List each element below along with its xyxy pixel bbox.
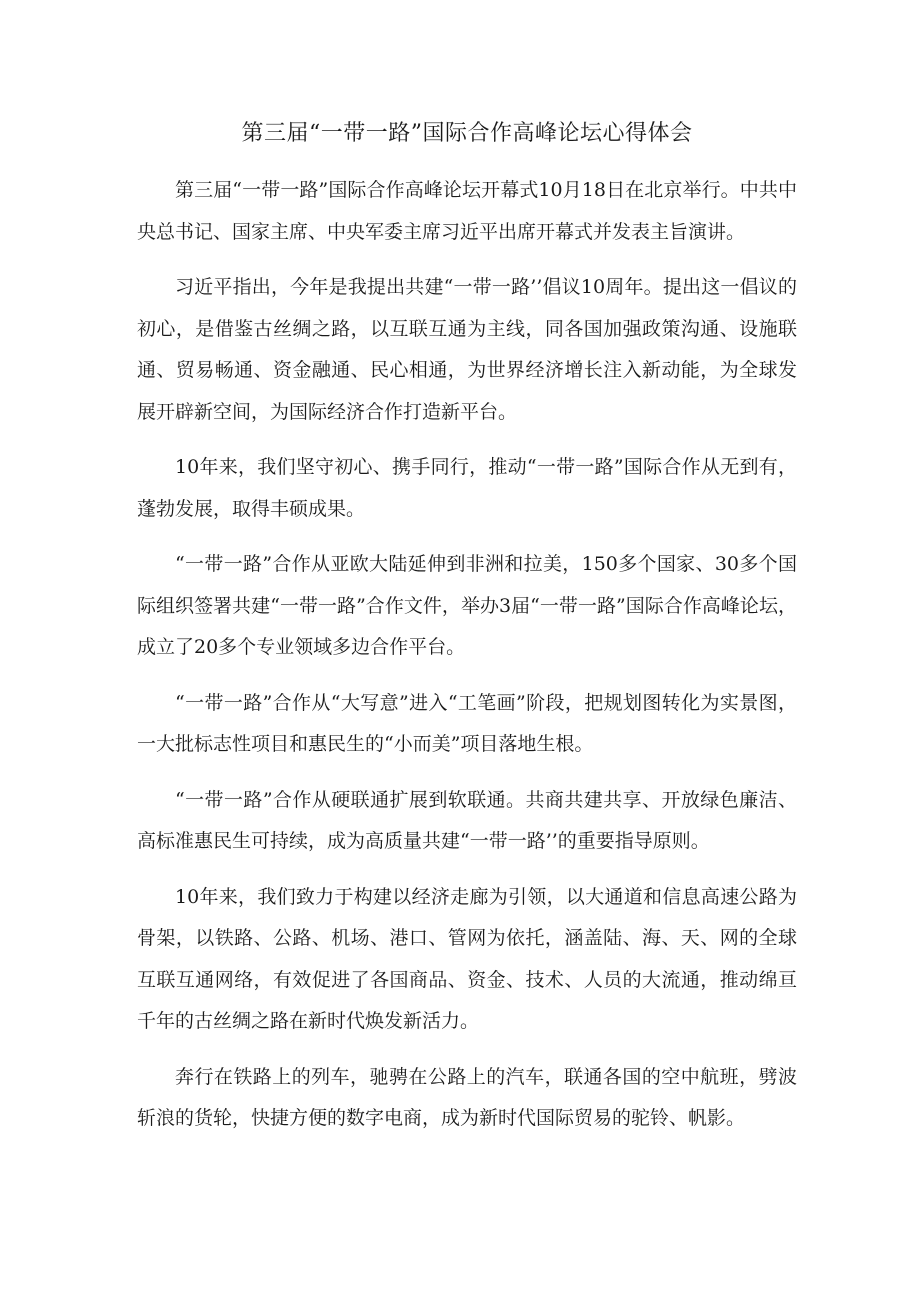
paragraph-expansion: “一带一路”合作从亚欧大陆延伸到非洲和拉美，150多个国家、30多个国际组织签署共建“一带一路”合作文件，举办3届“一带一路”国际合作高峰论坛，成立了20多个专业领域多边合作平台。 — [137, 553, 797, 658]
paragraph-connectivity-network: 10年来，我们致力于构建以经济走廊为引领，以大通道和信息高速公路为骨架，以铁路、公路、机场、港口、管网为依托，涵盖陆、海、天、网的全球互联互通网络，有效促进了各国商品、资金、技术、人员的大流通，推动绵亘千年的古丝绸之路在新时代焕发新活力。 — [137, 885, 797, 1032]
paragraph-fine-brushwork: “一带一路”合作从“大写意”进入“工笔画”阶段，把规划图转化为实景图，一大批标志性项目和惠民生的“小而美”项目落地生根。 — [137, 691, 797, 755]
document-page — [137, 112, 797, 1154]
paragraph-opening-ceremony: 第三届“一带一路”国际合作高峰论坛开幕式10月18日在北京举行。中共中央总书记、国家主席、中央军委主席习近平出席开幕式并发表主旨演讲。 — [137, 179, 797, 243]
paragraph-trade-symbols: 奔行在铁路上的列车，驰骋在公路上的汽车，联通各国的空中航班，劈波斩浪的货轮，快捷方便的数字电商，成为新时代国际贸易的驼铃、帆影。 — [137, 1065, 797, 1129]
paragraph-ten-years: 10年来，我们坚守初心、携手同行，推动“一带一路”国际合作从无到有，蓬勃发展，取得丰硕成果。 — [137, 456, 797, 520]
document-title: 第三届“一带一路”国际合作高峰论坛心得体会 — [241, 121, 693, 146]
paragraph-initiative-origin: 习近平指出，今年是我提出共建“一带一路’’倡议10周年。提出这一倡议的初心，是借鉴古丝绸之路，以互联互通为主线，同各国加强政策沟通、设施联通、贸易畅通、资金融通、民心相通，为世界经济增长注入新动能，为全球发展开辟新空间，为国际经济合作打造新平台。 — [137, 276, 797, 423]
paragraph-soft-connectivity: “一带一路”合作从硬联通扩展到软联通。共商共建共享、开放绿色廉洁、高标准惠民生可持续，成为高质量共建“一带一路’’的重要指导原则。 — [137, 788, 797, 852]
